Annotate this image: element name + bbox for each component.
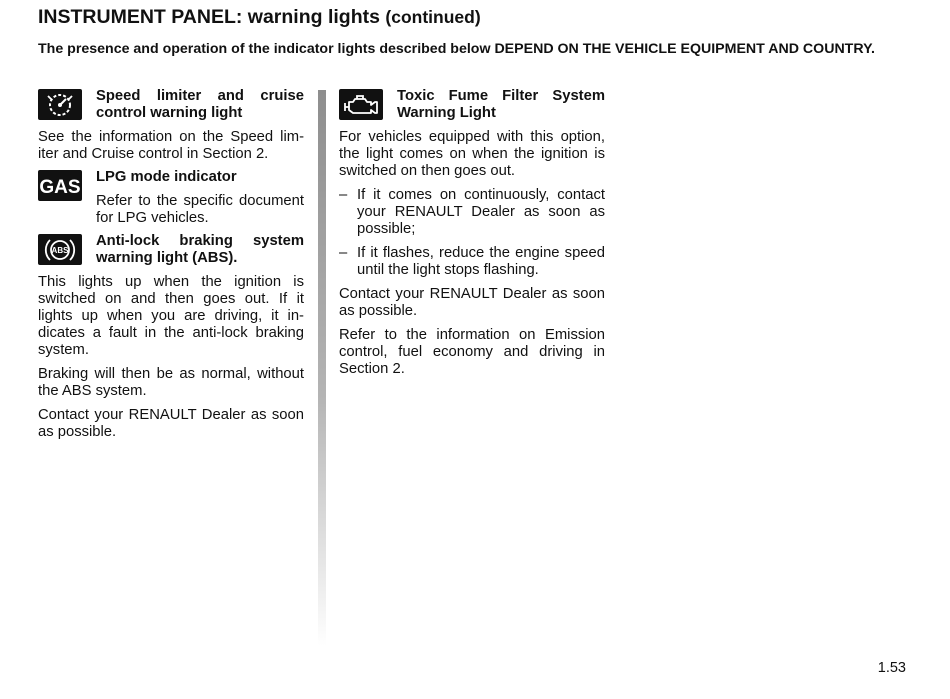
abs-heading: Anti-lock braking system warning light (ABS).: [96, 233, 304, 266]
gas-icon-text: GAS: [39, 176, 81, 198]
toxic-fume-section: [339, 88, 605, 378]
speed-limiter-heading: Speed limiter and cruise control warning light: [96, 88, 304, 121]
lpg-body: Refer to the specific document for LPG vehicles.: [96, 193, 304, 226]
toxic-fume-body-2: Contact your RENAULT Dealer as soon as possible.: [339, 286, 605, 319]
title-suffix: (continued): [385, 7, 481, 27]
lpg-heading: LPG mode indicator: [96, 169, 237, 185]
page-title: [38, 6, 481, 29]
dash-item: [339, 187, 605, 238]
abs-body-2: Braking will then be as normal, without the ABS system.: [38, 366, 304, 399]
left-column: [38, 88, 304, 441]
gas-icon: [38, 170, 82, 201]
speed-limiter-section: [38, 88, 304, 163]
column-divider: [318, 90, 326, 646]
lpg-section: [38, 169, 304, 227]
dash-mark: –: [339, 245, 348, 261]
engine-icon: [339, 89, 383, 120]
dash-item: [339, 245, 605, 279]
right-column: [339, 88, 605, 378]
intro-text: The presence and operation of the indicator lights described below DEPEND ON THE VEHICLE EQUIPMENT AND COUNTRY.: [38, 41, 875, 57]
speed-limiter-body: See the information on the Speed lim-iter and Cruise control in Section 2.: [38, 129, 304, 162]
abs-icon-text: ABS: [51, 245, 69, 255]
toxic-fume-body-1: For vehicles equipped with this option, the light comes on when the ignition is switched on then goes out.: [339, 129, 605, 179]
abs-section: [38, 233, 304, 441]
dash-mark: –: [339, 187, 348, 203]
toxic-fume-body-3: Refer to the information on Emission control, fuel economy and driving in Section 2.: [339, 327, 605, 377]
dash-item-text: If it flashes, reduce the engine speed until the light stops flashing.: [357, 245, 605, 278]
dash-item-text: If it comes on continuously, contact your RENAULT Dealer as soon as possible;: [357, 187, 605, 237]
abs-icon: [38, 234, 82, 265]
abs-body-1: This lights up when the ignition is switched on and then goes out. If it lights up when you are driving, it in-dicates a fault in the anti-lock braking system.: [38, 274, 304, 358]
speed-limiter-cruise-icon: [38, 89, 82, 120]
abs-body-3: Contact your RENAULT Dealer as soon as possible.: [38, 407, 304, 440]
page-number: 1.53: [877, 660, 906, 676]
toxic-fume-heading: Toxic Fume Filter System Warning Light: [397, 88, 605, 121]
title-main: INSTRUMENT PANEL: warning lights: [38, 6, 380, 28]
